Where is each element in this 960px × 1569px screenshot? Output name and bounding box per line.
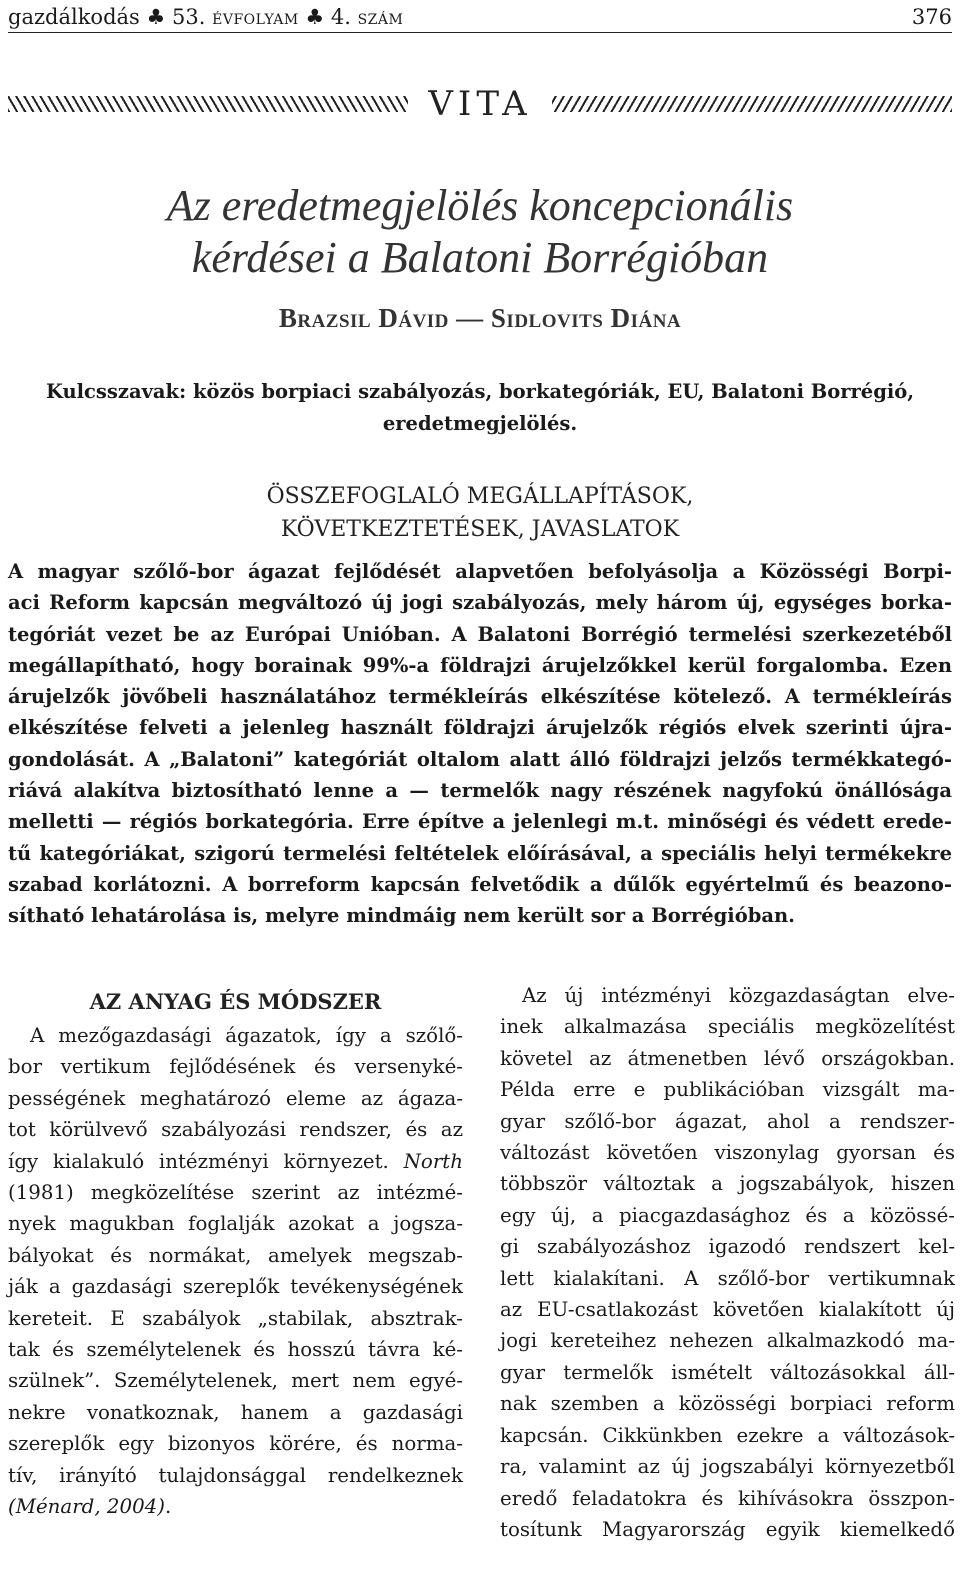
- body-line: tosítunk Magyarország egyik kiemelkedő: [500, 1517, 955, 1541]
- body-line: ra, valamint az új jogszabályi környezetből: [500, 1455, 955, 1479]
- summary-line: tű kategóriákat, szigorú termelési feltételek előírásával, a speciális helyi termékekre: [8, 841, 952, 865]
- body-line: az EU-csatlakozást követően kialakított új: [500, 1298, 955, 1322]
- body-line: lett kialakítani. A szőlő-bor vertikumnak: [500, 1266, 955, 1290]
- summary-line: aci Reform kapcsán megváltozó új jogi szabályozás, mely három új, egységes borka-: [8, 591, 952, 615]
- body-line: Példa erre e publikációban vizsgált ma-: [500, 1078, 955, 1102]
- title-line: kérdései a Balatoni Borrégióban: [191, 233, 769, 282]
- body-line: gi szabályozáshoz igazodó rendszert kel-: [500, 1235, 955, 1259]
- body-line: ják a gazdasági szereplők tevékenységének: [8, 1275, 463, 1299]
- hatch-decoration-left: [8, 96, 408, 112]
- body-line: nekre vonatkoznak, hanem a gazdasági: [8, 1400, 463, 1424]
- body-line: szülnek”. Személytelenek, mert nem egyé-: [8, 1369, 463, 1393]
- keywords: [10, 376, 950, 440]
- body-line: egy új, a piacgazdasághoz és a közössé-: [500, 1203, 955, 1227]
- summary-line: A magyar szőlő-bor ágazat fejlődését alapvetően befolyásolja a Közösségi Borpi-: [8, 560, 952, 583]
- body-line: tív, irányító tulajdonsággal rendelkeznek: [8, 1463, 463, 1487]
- summary-line: riává alakítva biztosítható lenne a — termelők nagy részének nagyfokú önállósága: [8, 779, 952, 803]
- article-title: [40, 180, 920, 284]
- summary-paragraph: [8, 556, 952, 932]
- summary-heading: [10, 480, 950, 546]
- issue-number: 4.: [330, 5, 351, 29]
- running-header: [8, 2, 952, 33]
- keywords-line: eredetmegjelölés.: [382, 412, 578, 435]
- body-line: Az új intézményi közgazdaságtan elve-: [522, 984, 955, 1007]
- summary-line: tegóriát vezet be az Európai Unióban. A Balatoni Borrégió termelési szerkezetéből: [8, 622, 952, 646]
- body-line: (1981) megközelítése szerint az intézmé-: [8, 1181, 463, 1205]
- summary-line: gondolását. A „Balatoni” kategóriát oltalom alatt álló földrajzi jelzős termékkategó-: [8, 747, 952, 771]
- summary-heading-line: ÖSSZEFOGLALÓ MEGÁLLAPÍTÁSOK,: [266, 484, 694, 509]
- body-line: követel az átmenetben lévő országokban.: [500, 1046, 955, 1070]
- club-icon-2: ♣: [305, 5, 325, 29]
- body-line: kereteit. E szabályok „stabilak, absztrak-: [8, 1306, 463, 1330]
- article-authors: Brazsil Dávid — Sidlovits Diána: [278, 303, 682, 333]
- body-line: nak szemben a közösségi borpiaci reform: [500, 1392, 955, 1416]
- body-line: A mezőgazdasági ágazatok, így a szőlő-: [30, 1024, 463, 1047]
- summary-line: sítható lehatárolása is, melyre mindmáig nem került sor a Borrégióban.: [8, 904, 795, 928]
- body-line: szereplők egy bizonyos körére, és norma-: [8, 1432, 463, 1456]
- body-line: bor vertikum fejlődésének és versenyké-: [8, 1055, 463, 1079]
- volume-number: 53.: [172, 5, 206, 29]
- summary-line: megállapítható, hogy borainak 99%-a földrajzi árujelzőkkel kerül forgalomba. Ezen: [8, 653, 952, 677]
- body-line: eredő feladatokra és kihívásokra összpon-: [500, 1486, 955, 1510]
- summary-line: melletti — régiós borkategória. Erre építve a jelenlegi m.t. minőségi és védett erede-: [8, 810, 952, 834]
- body-line: pességének meghatározó eleme az ágaza-: [8, 1086, 463, 1110]
- issue-label: SZÁM: [357, 12, 404, 28]
- body-line: kapcsán. Cikkünkben ezekre a változások-: [500, 1423, 955, 1447]
- citation-north: North: [403, 1149, 463, 1173]
- body-line-with-ref: [8, 1491, 463, 1522]
- club-icon: ♣: [146, 5, 166, 29]
- body-line: nyek magukban foglalják azokat a jogsza-: [8, 1212, 463, 1236]
- volume-label: ÉVFOLYAM: [212, 12, 299, 28]
- summary-line: szabad korlátozni. A borreform kapcsán felvetődik a dűlők egyértelmű és beazono-: [8, 872, 952, 896]
- body-line-text: .: [164, 1495, 172, 1519]
- body-line: bályokat és normákat, amelyek megszab-: [8, 1243, 463, 1267]
- body-line: gyar termelők ismételt változásokkal áll-: [500, 1360, 955, 1384]
- summary-heading-line: KÖVETKEZTETÉSEK, JAVASLATOK: [280, 517, 680, 542]
- page-number: 376: [911, 5, 952, 29]
- body-line: változást követően viszonylag gyorsan és: [500, 1141, 955, 1165]
- hatch-decoration-right: [552, 96, 952, 112]
- title-line: Az eredetmegjelölés koncepcionális: [166, 181, 794, 230]
- methods-heading: AZ ANYAG ÉS MÓDSZER: [89, 989, 382, 1014]
- body-line: többször változtak a jogszabályok, hiszen: [500, 1172, 955, 1196]
- section-banner: [8, 80, 952, 128]
- left-column: [8, 980, 463, 1523]
- body-line: tot körülvevő szabályozási rendszer, és az: [8, 1118, 463, 1142]
- body-line-text: így kialakuló intézményi környezet.: [8, 1149, 404, 1173]
- citation-menard: (Ménard, 2004): [8, 1495, 165, 1519]
- body-line: inek alkalmazása speciális megközelítést: [500, 1015, 955, 1039]
- header-left: [8, 5, 403, 29]
- body-line-with-ref: [8, 1146, 463, 1177]
- section-label: VITA: [428, 84, 532, 124]
- body-line: tak és személytelenek és hosszú távra ké-: [8, 1338, 463, 1362]
- summary-line: árujelzők jövőbeli használatához termékleírás elkészítése kötelező. A termékleírás: [8, 685, 952, 709]
- body-line: jogi kereteihez nehezen alkalmazkodó ma-: [500, 1329, 955, 1353]
- journal-name: gazdálkodás: [8, 5, 140, 29]
- keywords-line: Kulcsszavak: közös borpiaci szabályozás, borkategóriák, EU, Balatoni Borrégió,: [45, 380, 915, 403]
- body-line: gyar szőlő-bor ágazat, ahol a rendszer-: [500, 1109, 955, 1133]
- summary-line: elkészítése felveti a jelenleg használt földrajzi árujelzők régiós elvek szerinti újra-: [8, 716, 952, 740]
- right-column: [500, 980, 955, 1545]
